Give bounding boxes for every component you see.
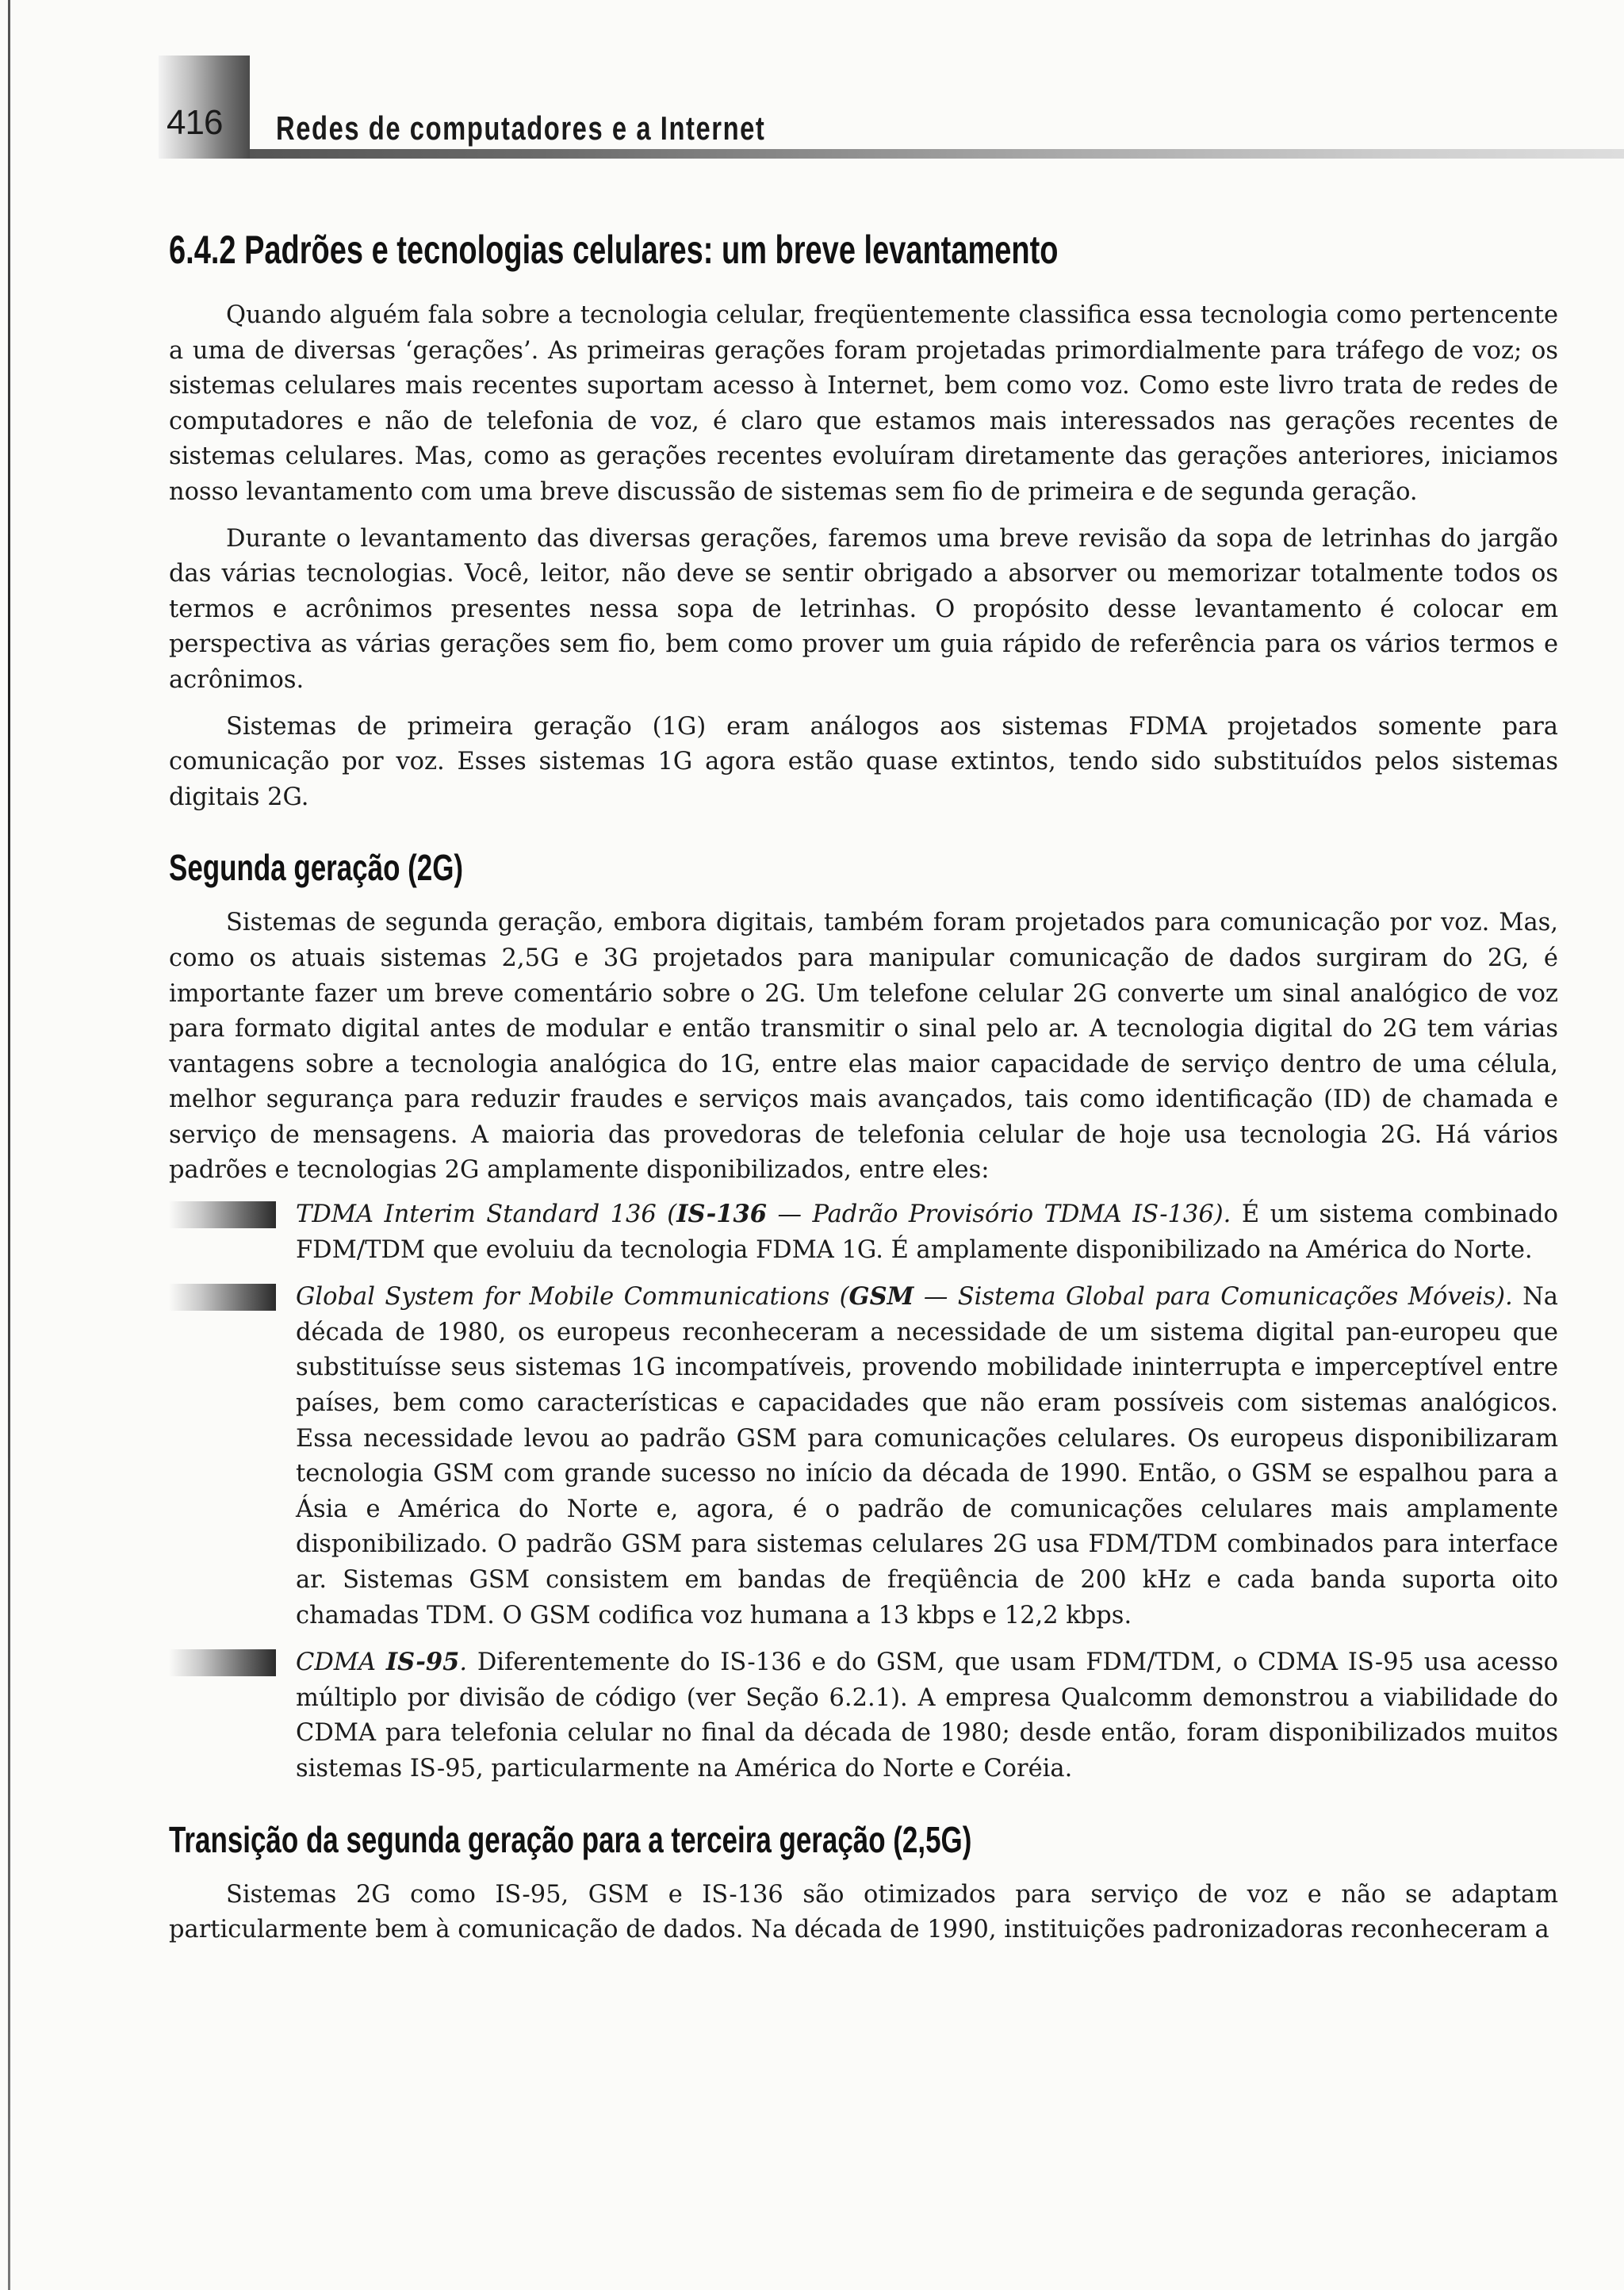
paragraph: Quando alguém fala sobre a tecnologia celular, freqüentemente classifica essa tecnologia como pertencente a uma de diversas ‘gerações’. As primeiras gerações foram projetadas primordialmente para tráfego de voz; os sistemas celulares mais recentes suportam acesso à Internet, bem como voz. Como este livro trata de redes de computadores e não de telefonia de voz, é claro que estamos mais interessados nas gerações recentes de sistemas celulares. Mas, como as gerações recentes evoluíram diretamente das gerações anteriores, iniciamos nosso levantamento com uma breve discussão de sistemas sem fio de primeira e de segunda geração.: [169, 301, 1558, 506]
subsection-title-2-5g: Transição da segunda geração para a terceira geração (2,5G): [169, 1818, 972, 1860]
item-description: É um sistema combinado FDM/TDM que evoluiu da tecnologia FDMA 1G. É amplamente disponibilizado na América do Norte.: [296, 1201, 1558, 1264]
acronym: IS-95: [385, 1648, 460, 1677]
bullet-marker: [169, 1649, 276, 1676]
page-header: [159, 56, 1554, 167]
paragraph: Sistemas 2G como IS-95, GSM e IS-136 são otimizados para serviço de voz e não se adaptam particularmente bem à comunicação de dados. Na década de 1990, instituições padronizadoras reconheceram a: [169, 1880, 1558, 1944]
header-rule: [250, 149, 1624, 159]
page-body: [169, 222, 1558, 1948]
list-item: [169, 1279, 1558, 1633]
subsection-title-2g: Segunda geração (2G): [169, 847, 464, 889]
bullet-marker: [169, 1284, 276, 1311]
paragraph: Sistemas de primeira geração (1G) eram análogos aos sistemas FDMA projetados somente para comunicação por voz. Esses sistemas 1G agora estão quase extintos, tendo sido substituídos pelos sistemas digitais 2G.: [169, 712, 1558, 811]
list-item: [169, 1645, 1558, 1786]
paragraph: Durante o levantamento das diversas gerações, faremos uma breve revisão da sopa de letrinhas do jargão das várias tecnologias. Você, leitor, não deve se sentir obrigado a absorver ou memorizar totalmente todos os termos e acrônimos presentes nessa sopa de letrinhas. O propósito desse levantamento é colocar em perspectiva as várias gerações sem fio, bem como prover um guia rápido de referência para os vários termos e acrônimos.: [169, 524, 1558, 694]
page-edge-rule: [8, 0, 10, 2290]
running-title: Redes de computadores e a Internet: [276, 109, 766, 147]
standards-list: [169, 1197, 1558, 1787]
term-name: TDMA Interim Standard 136 (IS-136 — Padrão Provisório TDMA IS-136).: [296, 1200, 1231, 1229]
page-number: 416: [167, 103, 223, 142]
item-description: Diferentemente do IS-136 e do GSM, que usam FDM/TDM, o CDMA IS-95 usa acesso múltiplo por divisão de código (ver Seção 6.2.1). A empresa Qualcomm demonstrou a viabilidade do CDMA para telefonia celular no final da década de 1980; desde então, foram disponibilizados muitos sistemas IS-95, particularmente na América do Norte e Coréia.: [296, 1649, 1558, 1783]
term-name: CDMA IS-95.: [296, 1648, 468, 1677]
term-name: Global System for Mobile Communications (GSM — Sistema Global para Comunicações Móveis).: [296, 1282, 1513, 1312]
acronym: GSM: [848, 1282, 914, 1312]
list-item: [169, 1197, 1558, 1268]
acronym: IS-136: [676, 1200, 767, 1229]
bullet-marker: [169, 1201, 276, 1228]
item-description: Na década de 1980, os europeus reconheceram a necessidade de um sistema digital pan-europeu que substituísse seus sistemas 1G incompatíveis, provendo mobilidade ininterrupta e imperceptível entre países, bem como características e capacidades que não eram possíveis com sistemas analógicos. Essa necessidade levou ao padrão GSM para comunicações celulares. Os europeus disponibilizaram tecnologia GSM com grande sucesso no início da década de 1990. Então, o GSM se espalhou para a Ásia e América do Norte e, agora, é o padrão de comunicações celulares mais amplamente disponibilizado. O padrão GSM para sistemas celulares 2G usa FDM/TDM combinados para interface ar. Sistemas GSM consistem em bandas de freqüência de 200 kHz e cada banda suporta oito chamadas TDM. O GSM codifica voz humana a 13 kbps e 12,2 kbps.: [296, 1283, 1558, 1629]
paragraph: Sistemas de segunda geração, embora digitais, também foram projetados para comunicação por voz. Mas, como os atuais sistemas 2,5G e 3G projetados para manipular comunicação de dados surgiram do 2G, é importante fazer um breve comentário sobre o 2G. Um telefone celular 2G converte um sinal analógico de voz para formato digital antes de modular e então transmitir o sinal pelo ar. A tecnologia digital do 2G tem várias vantagens sobre a tecnologia analógica do 1G, entre elas maior capacidade de serviço dentro de uma célula, melhor segurança para reduzir fraudes e serviços mais avançados, tais como identificação (ID) de chamada e serviço de mensagens. A maioria das provedoras de telefonia celular de hoje usa tecnologia 2G. Há vários padrões e tecnologias 2G amplamente disponibilizados, entre eles:: [169, 909, 1558, 1185]
section-title: 6.4.2 Padrões e tecnologias celulares: um breve levantamento: [169, 228, 1059, 272]
